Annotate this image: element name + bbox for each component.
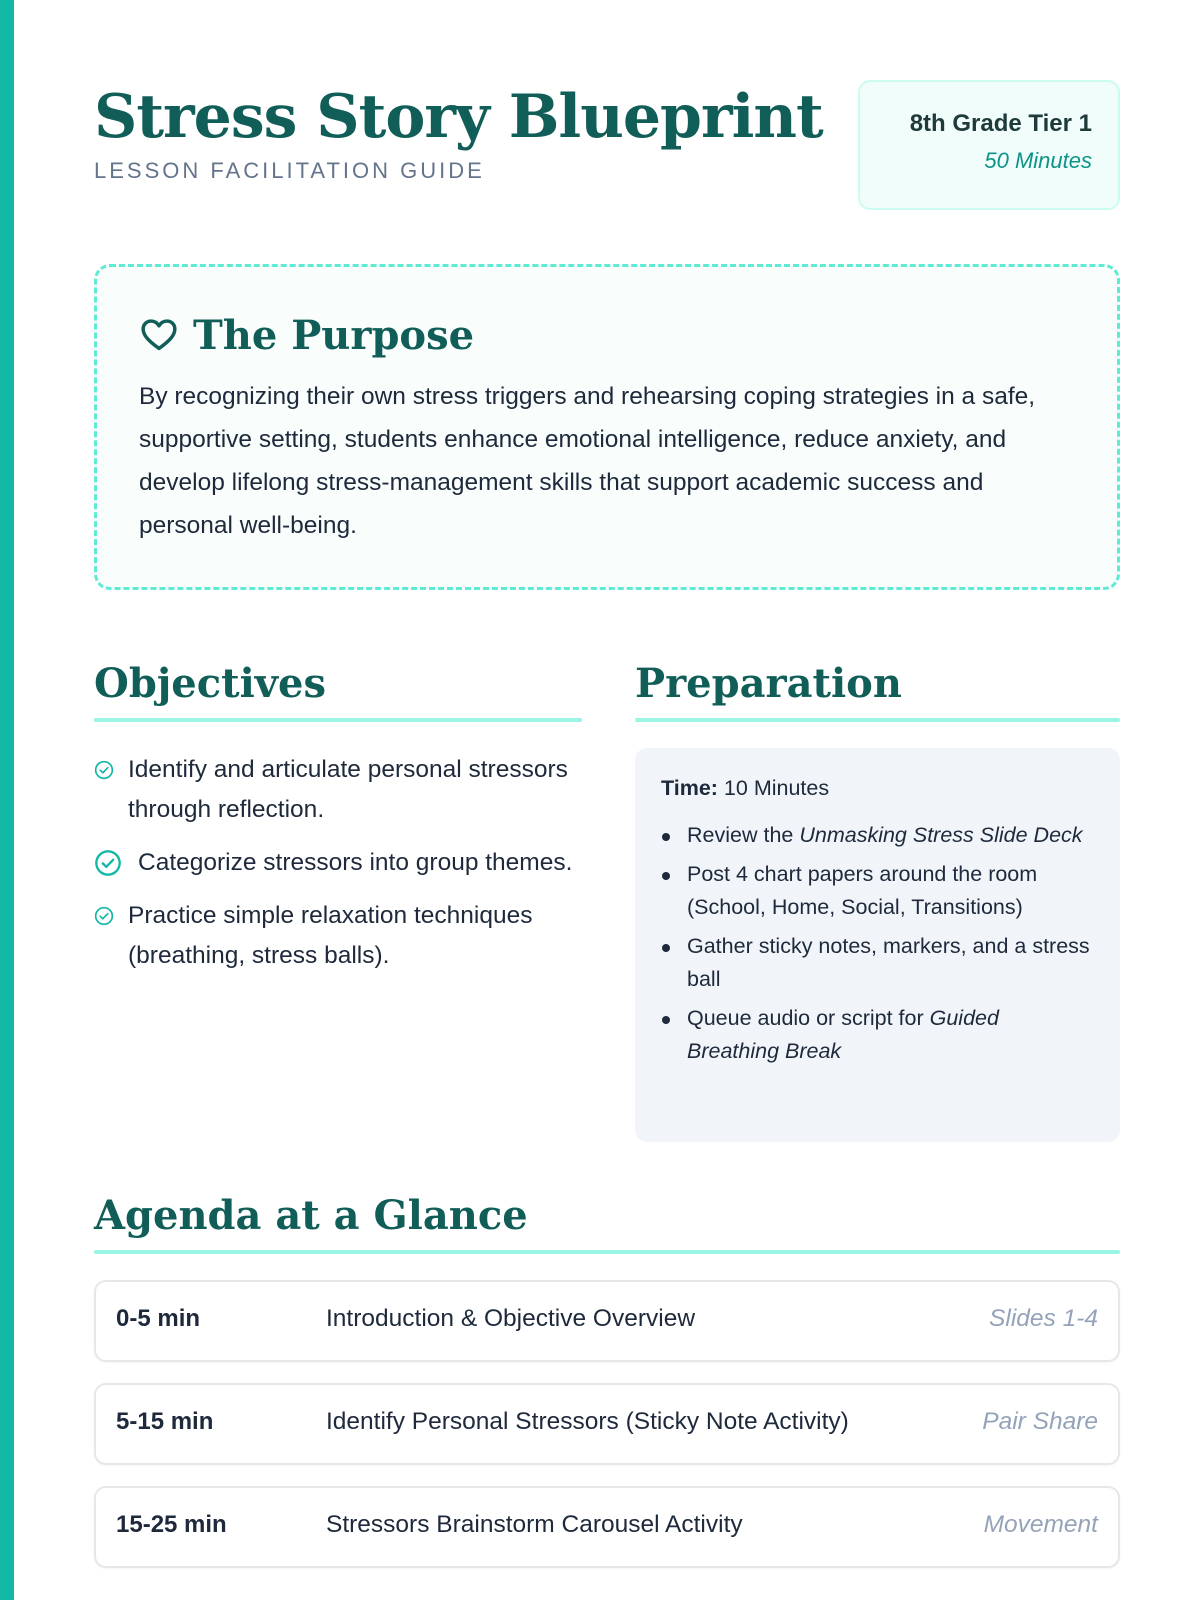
prep-text: Review the [687, 823, 800, 847]
prep-item [661, 930, 1094, 996]
agenda-list [94, 1280, 1120, 1568]
purpose-heading [139, 313, 1077, 357]
purpose-text: By recognizing their own stress triggers and rehearsing coping strategies in a safe, supportive setting, students enhance emotional intelligence, reduce anxiety, and develop lifelong stress-management skills that support academic success and personal well-being. [139, 383, 1036, 539]
check-circle-icon [94, 849, 122, 877]
preparation-section [635, 660, 1120, 1142]
agenda-note: Movement [983, 1511, 1098, 1538]
prep-text: Post 4 chart papers around the room (School, Home, Social, Transitions) [687, 862, 1038, 919]
preparation-title: Preparation [635, 660, 902, 707]
objectives-divider [94, 718, 582, 722]
agenda-time: 0-5 min [116, 1305, 201, 1332]
agenda-row [94, 1383, 1120, 1465]
objective-text: Identify and articulate personal stressors through reflection. [128, 756, 568, 823]
objectives-title: Objectives [94, 660, 326, 707]
preparation-time [661, 776, 1094, 801]
prep-item [661, 819, 1094, 852]
agenda-divider [94, 1250, 1120, 1254]
agenda-row [94, 1486, 1120, 1568]
check-circle-icon [94, 906, 114, 926]
purpose-card [94, 264, 1120, 590]
objective-item [94, 843, 582, 883]
preparation-list [661, 819, 1094, 1068]
time-label: Time: [661, 776, 718, 800]
header [94, 80, 1120, 212]
prep-text: Queue audio or script for [687, 1006, 930, 1030]
agenda-note: Pair Share [982, 1408, 1098, 1435]
agenda-time: 15-25 min [116, 1511, 227, 1538]
time-value: 10 Minutes [717, 776, 830, 800]
prep-text: Gather sticky notes, markers, and a stress ball [687, 934, 1090, 991]
objective-item [94, 896, 582, 976]
heart-icon [139, 316, 179, 354]
lesson-guide-page [94, 0, 1120, 1600]
agenda-note: Slides 1-4 [989, 1305, 1098, 1332]
grade-badge [858, 80, 1120, 210]
prep-item [661, 858, 1094, 924]
purpose-title: The Purpose [193, 311, 475, 359]
objective-text: Practice simple relaxation techniques (breathing, stress balls). [128, 902, 533, 969]
badge-grade: 8th Grade Tier 1 [909, 110, 1092, 137]
agenda-activity: Identify Personal Stressors (Sticky Note Activity) [326, 1408, 849, 1435]
agenda-activity: Stressors Brainstorm Carousel Activity [326, 1511, 743, 1538]
agenda-time: 5-15 min [116, 1408, 214, 1435]
objective-text: Categorize stressors into group themes. [138, 849, 573, 876]
prep-emphasis: Guided Breathing Break [687, 1006, 999, 1063]
agenda-title: Agenda at a Glance [94, 1192, 528, 1239]
badge-duration: 50 Minutes [984, 148, 1092, 173]
left-accent-bar [0, 0, 14, 1600]
page-title: Stress Story Blueprint [94, 82, 823, 152]
check-circle-icon [94, 760, 114, 780]
agenda-activity: Introduction & Objective Overview [326, 1305, 696, 1332]
objectives-list [94, 750, 582, 976]
prep-item [661, 1002, 1094, 1068]
preparation-box [635, 748, 1120, 1142]
objective-item [94, 750, 582, 830]
page-subtitle: LESSON FACILITATION GUIDE [94, 158, 485, 183]
agenda-row [94, 1280, 1120, 1362]
preparation-divider [635, 718, 1120, 722]
objectives-section [94, 660, 582, 989]
prep-emphasis: Unmasking Stress Slide Deck [799, 823, 1083, 847]
agenda-section [94, 1192, 1120, 1589]
